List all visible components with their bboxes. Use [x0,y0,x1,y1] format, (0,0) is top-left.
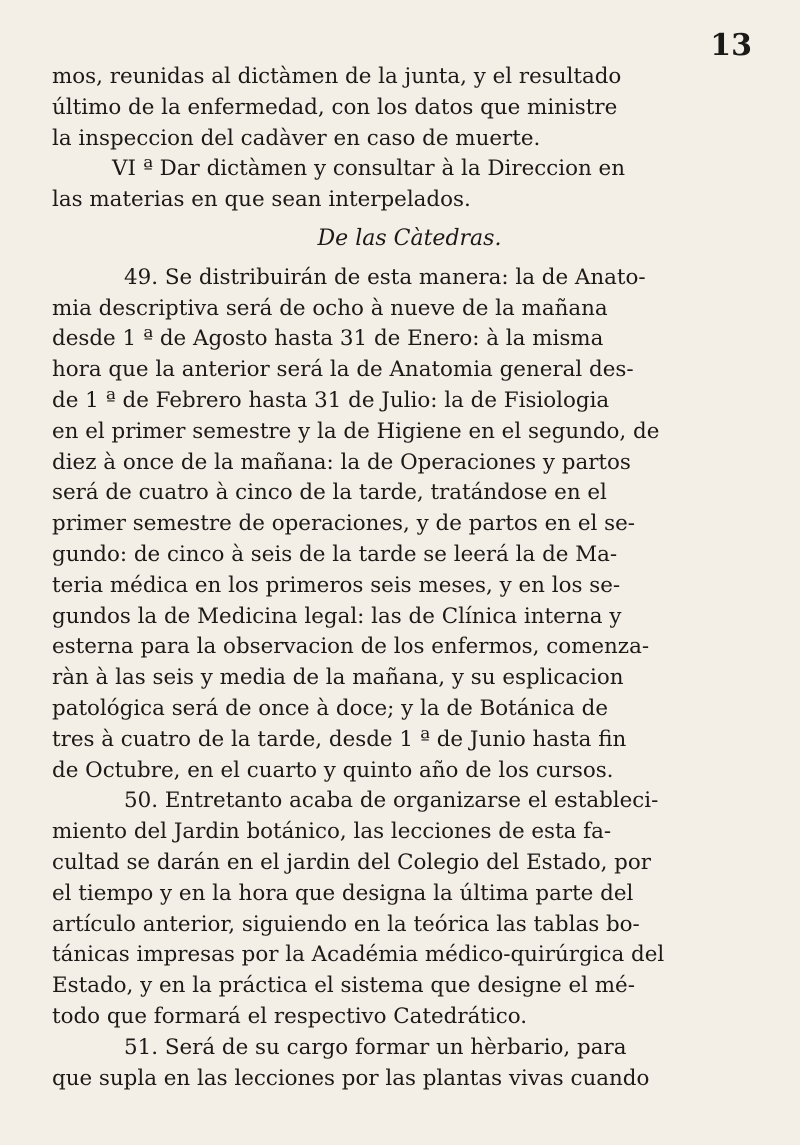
text-line: el tiempo y en la hora que designa la última parte del [52,880,634,906]
text-line: desde 1 ª de Agosto hasta 31 de Enero: à la misma [52,326,604,352]
text-line: patológica será de once à doce; y la de Botánica de [52,695,609,721]
text-line: las materias en que sean interpelados. [52,187,471,213]
text-line: teria médica en los primeros seis meses, y en los se- [52,572,621,598]
text-line: mia descriptiva será de ocho à nueve de la mañana [52,295,608,321]
text-line: de 1 ª de Febrero hasta 31 de Julio: la de Fisiologia [52,387,610,413]
text-line: Estado, y en la práctica el sistema que designe el mé- [52,973,635,999]
section-heading: De las Càtedras. [317,225,502,251]
text-line: miento del Jardin botánico, las lecciones de esta fa- [52,819,612,845]
text-line: de Octubre, en el cuarto y quinto año de los cursos. [52,757,614,783]
body-text [52,62,767,1094]
text-line: mos, reunidas al dictàmen de la junta, y el resultado [52,64,622,89]
text-line: VI ª Dar dictàmen y consultar à la Direccion en [112,156,625,182]
text-line: cultad se darán en el jardin del Colegio del Estado, por [52,849,651,875]
text-line: todo que formará el respectivo Catedrático. [52,1003,528,1029]
text-line: en el primer semestre y la de Higiene en el segundo, de [52,418,660,444]
text-line: la inspeccion del cadàver en caso de muerte. [52,125,541,151]
text-line: tánicas impresas por la Académia médico-quirúrgica del [52,942,665,968]
text-line: artículo anterior, siguiendo en la teórica las tablas bo- [52,911,640,937]
text-line: 49. Se distribuirán de esta manera: la de Anato- [124,264,646,290]
text-line: esterna para la observacion de los enfermos, comenza- [52,634,650,660]
text-line: diez à once de la mañana: la de Operaciones y partos [52,449,631,475]
text-line: último de la enfermedad, con los datos que ministre [52,94,618,120]
text-line: gundos la de Medicina legal: las de Clínica interna y [52,603,622,629]
text-line: primer semestre de operaciones, y de partos en el se- [52,511,635,537]
text-line: será de cuatro à cinco de la tarde, tratándose en el [52,480,607,506]
text-line: gundo: de cinco à seis de la tarde se leerá la de Ma- [52,541,618,567]
text-line: hora que la anterior será la de Anatomia general des- [52,357,634,383]
text-line: 51. Será de su cargo formar un hèrbario, para [124,1034,627,1060]
text-line: que supla en las lecciones por las plantas vivas cuando [52,1065,650,1091]
text-line: ràn à las seis y media de la mañana, y su esplicacion [52,665,624,691]
text-line: 50. Entretanto acaba de organizarse el estableci- [124,788,659,814]
text-line: tres à cuatro de la tarde, desde 1 ª de Junio hasta fin [52,726,627,752]
page-number: 13 [710,28,752,63]
